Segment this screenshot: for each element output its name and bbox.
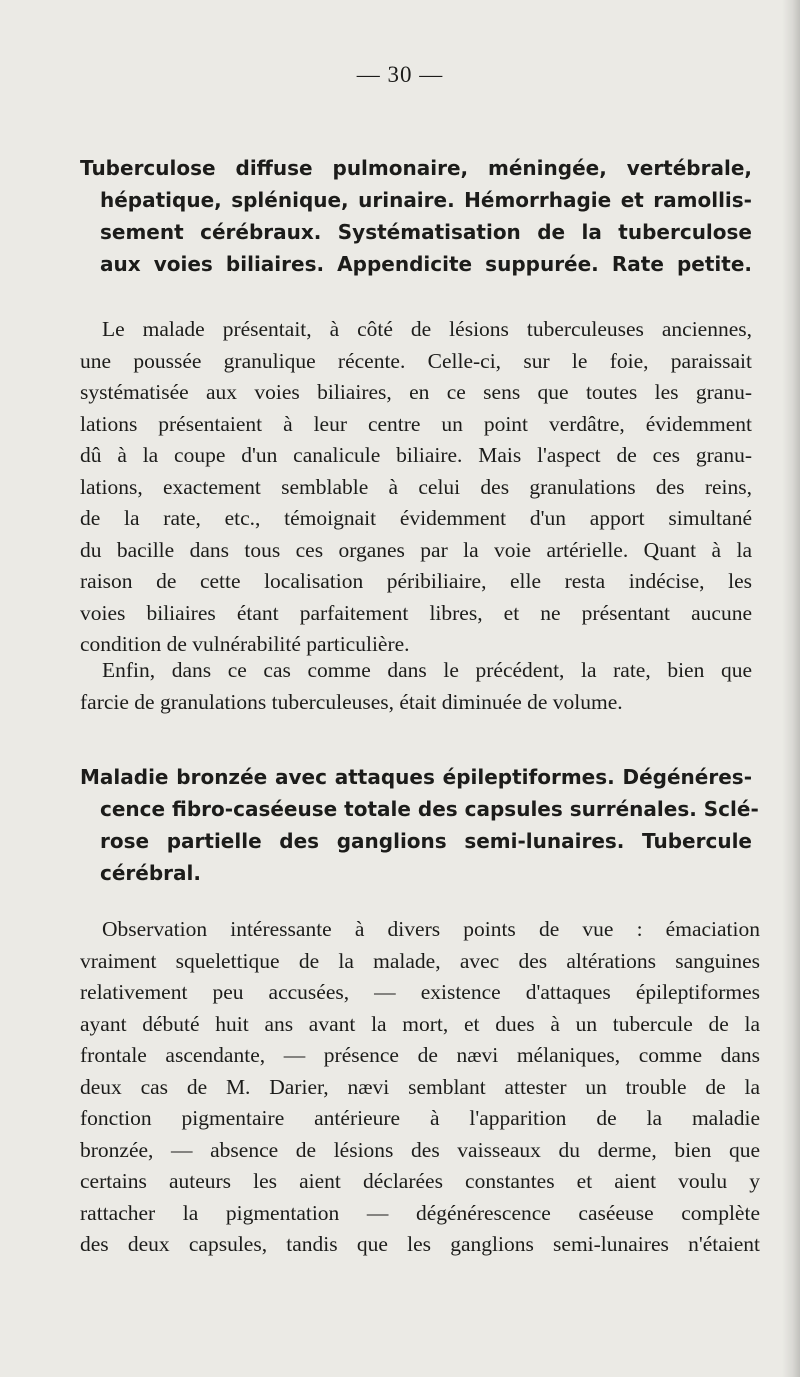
text-line: Enfin, dans ce cas comme dans le précédent, la rate, bien que <box>102 658 752 682</box>
text-line: condition de vulnérabilité particulière. <box>80 632 410 656</box>
text-line: ayant débuté huit ans avant la mort, et dues à un tubercule de la <box>80 1011 760 1036</box>
text-line: farcie de granulations tuberculeuses, était diminuée de volume. <box>80 689 623 714</box>
text-line: vraiment squelettique de la malade, avec des altérations sanguines <box>80 948 760 973</box>
heading-line: cence fibro-caséeuse totale des capsules surrénales. Sclé- <box>100 797 759 821</box>
page-number: — 30 — <box>356 62 444 87</box>
heading-line: hépatique, splénique, urinaire. Hémorrhagie et ramollis- <box>100 188 752 212</box>
section-heading-maladie-bronzee <box>80 761 759 889</box>
text-line: deux cas de M. Darier, nævi semblant attester un trouble de la <box>80 1074 760 1099</box>
heading-line: Tuberculose diffuse pulmonaire, méningée, vertébrale, <box>80 156 752 180</box>
text-line: fonction pigmentaire antérieure à l'apparition de la maladie <box>80 1106 760 1130</box>
paragraph-observation <box>80 914 760 1261</box>
text-line: du bacille dans tous ces organes par la voie artérielle. Quant à la <box>80 537 752 562</box>
text-line: une poussée granulique récente. Celle-ci, sur le foie, paraissait <box>80 348 752 373</box>
text-line: voies biliaires étant parfaitement libres, et ne présentant aucune <box>80 600 752 625</box>
text-line: rattacher la pigmentation — dégénérescence caséeuse complète <box>80 1200 760 1225</box>
heading-line: Maladie bronzée avec attaques épileptiformes. Dégénéres- <box>80 765 752 789</box>
paragraph-rate <box>80 655 752 718</box>
heading-line: rose partielle des ganglions semi-lunaires. Tubercule <box>100 829 752 853</box>
text-line: bronzée, — absence de lésions des vaisseaux du derme, bien que <box>80 1137 760 1162</box>
heading-line: cérébral. <box>100 861 201 885</box>
text-line: de la rate, etc., témoignait évidemment d'un apport simultané <box>80 506 752 530</box>
text-line: lations, exactement semblable à celui des granulations des reins, <box>80 474 752 499</box>
paragraph-lesions <box>80 314 752 661</box>
text-line: dû à la coupe d'un canalicule biliaire. Mais l'aspect de ces granu- <box>80 443 752 467</box>
text-line: des deux capsules, tandis que les ganglions semi-lunaires n'étaient <box>80 1232 760 1256</box>
section-heading-tuberculose <box>80 152 752 280</box>
text-line: raison de cette localisation péribiliaire, elle resta indécise, les <box>80 569 752 593</box>
text-line: lations présentaient à leur centre un point verdâtre, évidemment <box>80 411 752 436</box>
text-line: Observation intéressante à divers points de vue : émaciation <box>102 917 760 941</box>
text-line: Le malade présentait, à côté de lésions tuberculeuses anciennes, <box>102 317 752 341</box>
text-line: frontale ascendante, — présence de nævi mélaniques, comme dans <box>80 1043 760 1067</box>
page-edge-shadow <box>782 0 800 1377</box>
text-line: relativement peu accusées, — existence d'attaques épileptiformes <box>80 980 760 1004</box>
text-line: systématisée aux voies biliaires, en ce sens que toutes les granu- <box>80 380 752 404</box>
heading-line: sement cérébraux. Systématisation de la tuberculose <box>100 220 752 244</box>
text-line: certains auteurs les aient déclarées constantes et aient voulu y <box>80 1169 760 1193</box>
heading-line: aux voies biliaires. Appendicite suppurée. Rate petite. <box>100 252 752 276</box>
